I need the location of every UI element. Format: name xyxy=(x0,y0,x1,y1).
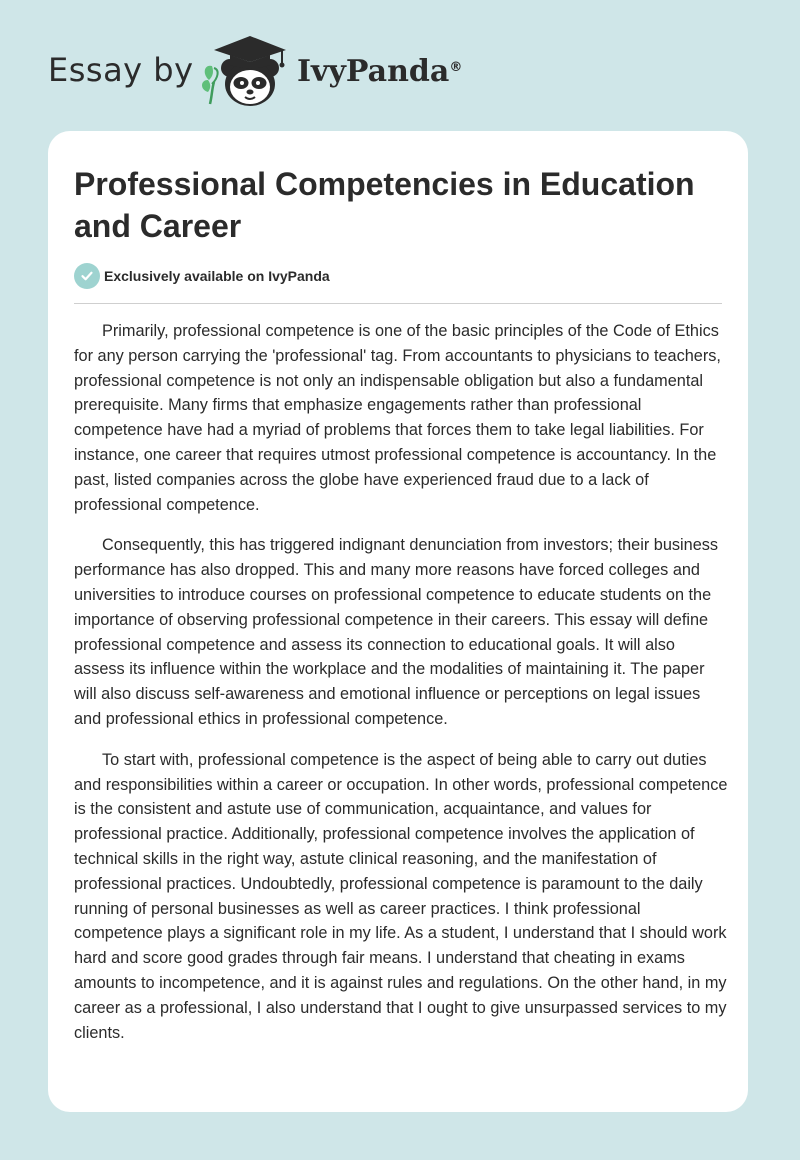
exclusive-badge xyxy=(74,262,330,290)
brand-logo-text[interactable] xyxy=(297,52,462,92)
brand-name: IvyPanda xyxy=(297,54,450,89)
paragraph: To start with, professional competence is the aspect of being able to carry out duties and responsibilities within a career or occupation. In other words, professional competence is the consistent and astute use of communication, acquaintance, and values for professional practice. Additionally, professional competence involves the application of technical skills in the right way, astute clinical reasoning, and the manifestation of professional practices. Undoubtedly, professional competence is paramount to the daily running of personal businesses as well as career practices. I think professional competence plays a significant role in my life. As a student, I understand that I should work hard and score good grades through fair means. I understand that cheating in exams amounts to incompetence, and it is against rules and regulations. On the other hand, in my career as a professional, I also understand that I ought to give unsurpassed services to my clients. xyxy=(74,750,728,1042)
exclusive-label: Exclusively available on IvyPanda xyxy=(104,268,330,284)
checkmark-icon xyxy=(74,263,100,289)
divider xyxy=(74,303,722,304)
paragraph: Primarily, professional competence is one of the basic principles of the Code of Ethics for any person carrying the 'professional' tag. From accountants to physicians to teachers, professional competence is not only an indispensable obligation but also a fundamental prerequisite. Many firms that emphasize engagements rather than professional competence have had a myriad of problems that forces them to take legal liabilities. For instance, one career that requires utmost professional competence is accountancy. In the past, listed companies across the globe have experienced fraud due to a lack of professional competence. xyxy=(74,322,721,514)
paragraph: Consequently, this has triggered indignant denunciation from investors; their business performance has also dropped. This and many more reasons have forced colleges and universities to introduce courses on professional competence to educate students on the importance of observing professional competence in their careers. This essay will define professional competence and assess its connection to educational goals. It will also assess its influence within the workplace and the modalities of maintaining it. The paper will also discuss self-awareness and emotional influence or perceptions on legal issues and professional ethics in professional competence. xyxy=(74,536,719,728)
page-title: Professional Competencies in Education and Career xyxy=(74,166,695,244)
essay-card xyxy=(48,131,748,1112)
panda-graduate-icon xyxy=(200,34,292,110)
site-header xyxy=(0,0,800,130)
essay-by-label: Essay by xyxy=(48,51,194,89)
essay-body xyxy=(74,319,729,1061)
registered-mark: ® xyxy=(449,60,463,75)
